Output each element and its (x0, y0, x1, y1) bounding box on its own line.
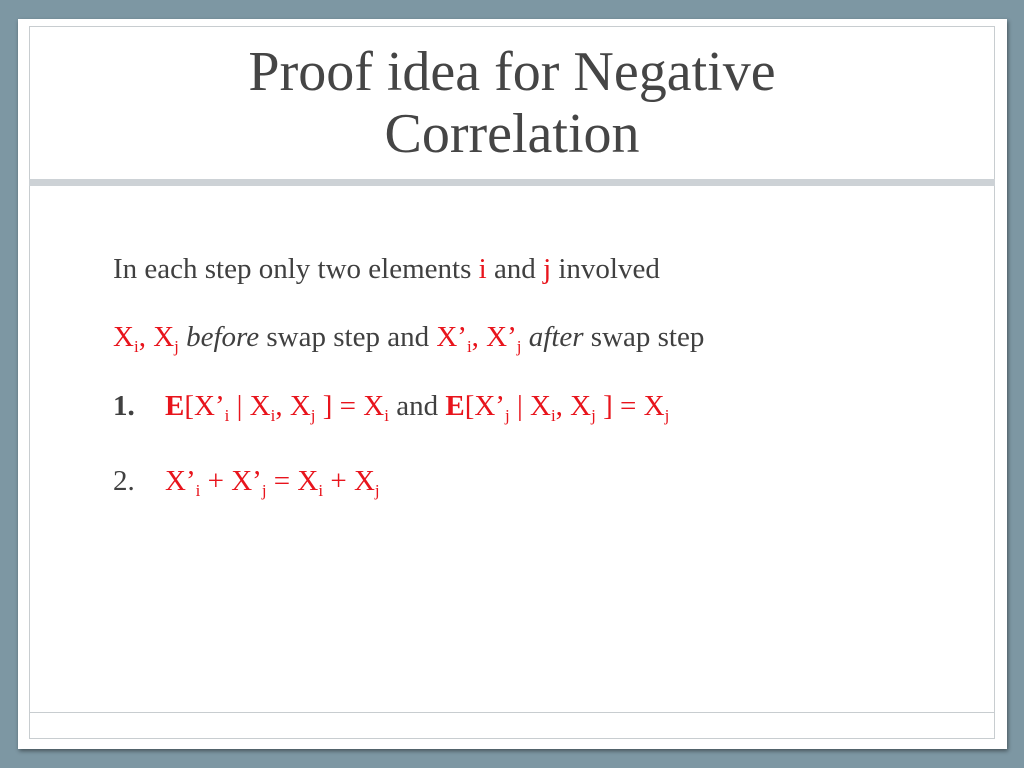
line2-sub-j2: j (516, 337, 522, 356)
item1-t2: i (550, 406, 556, 425)
line2-after: after (528, 321, 584, 353)
line2-x: X (113, 321, 134, 353)
item1-b2: | X (509, 390, 551, 422)
item2-c2: + X’ (200, 465, 262, 497)
line1-text-b: involved (558, 253, 660, 285)
item1-b4: ] = X (595, 390, 665, 422)
line2-mid: swap step and (266, 321, 430, 353)
item2-c4: + X (323, 465, 375, 497)
line2-sub-j: j (174, 337, 179, 356)
line2-sub-i: i (133, 337, 139, 356)
line2-xprime: X’ (436, 321, 467, 353)
item1-and: and (396, 390, 439, 422)
item1-t3: j (591, 406, 596, 425)
item1-b3: , X (555, 390, 592, 422)
item2-u2: j (261, 481, 267, 500)
item1-a3: , X (275, 390, 311, 422)
list-item-1 (113, 389, 669, 433)
body-line-2 (113, 320, 704, 364)
line1-var-j: j (543, 253, 552, 285)
line2-before: before (186, 321, 260, 353)
item2-c3: = X (266, 465, 319, 497)
item1-e2: E (445, 390, 465, 422)
title-line-1: Proof idea for Negative (248, 41, 776, 103)
item1-a2: | X (229, 390, 271, 422)
item1-b1: [X’ (464, 390, 505, 422)
line2-end: swap step (590, 321, 705, 353)
item1-s4: i (384, 406, 389, 425)
item2-number: 2. (113, 465, 135, 497)
title-line-2: Correlation (384, 103, 640, 165)
item1-s1: i (224, 406, 230, 425)
line2-sub-i2: i (466, 337, 472, 356)
line2-comma-x: , X (138, 321, 175, 353)
item1-s3: j (310, 406, 316, 425)
line1-var-i: i (478, 253, 487, 285)
item2-u4: j (374, 481, 380, 500)
line1-text-a: In each step only two elements (113, 253, 472, 285)
item1-t1: j (504, 406, 510, 425)
line1-and: and (493, 253, 536, 285)
slide (18, 19, 1007, 749)
item1-e1: E (165, 390, 185, 422)
title-divider (29, 179, 995, 186)
item1-t4: j (664, 406, 670, 425)
footer-divider (29, 712, 995, 713)
list-item-2 (113, 464, 380, 508)
slide-title (29, 41, 995, 165)
line2-comma-xprime: , X’ (471, 321, 517, 353)
item1-a4: ] = X (315, 390, 385, 422)
item2-u1: i (195, 481, 201, 500)
item1-a1: [X’ (184, 390, 225, 422)
item2-c1: X’ (165, 465, 196, 497)
item1-number: 1. (113, 390, 135, 422)
body-line-1 (113, 252, 660, 286)
item1-s2: i (270, 406, 276, 425)
item2-u3: i (318, 481, 324, 500)
